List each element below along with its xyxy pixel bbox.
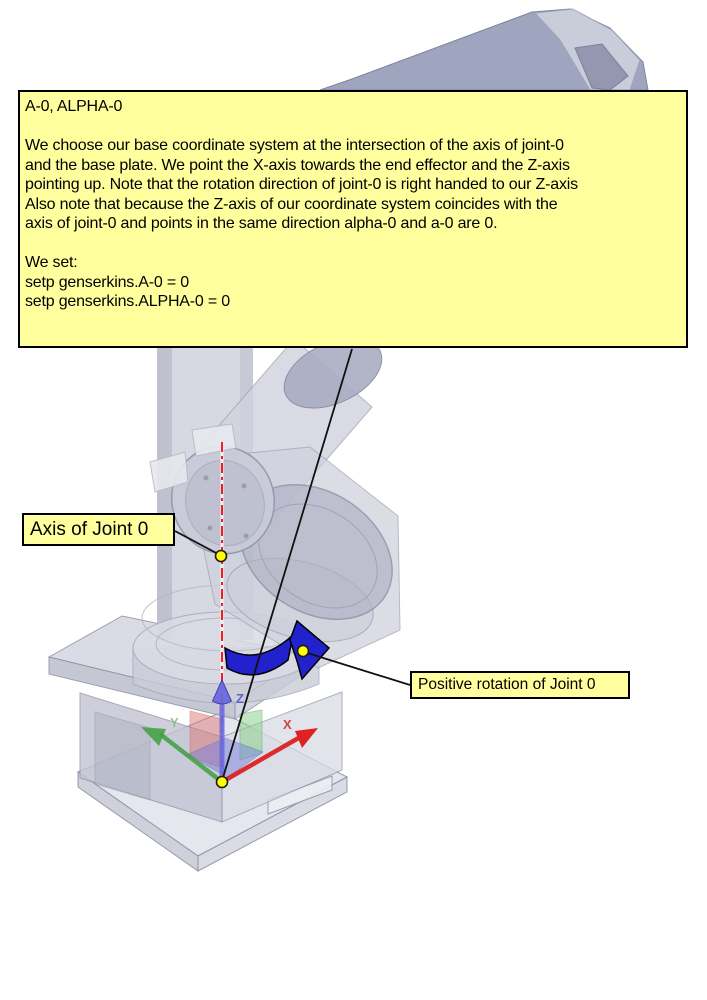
- connector-rotation-label: [304, 652, 410, 685]
- note-text-line: setp genserkins.ALPHA-0 = 0: [25, 293, 230, 310]
- note-text-line: We choose our base coordinate system at the intersection of the axis of joint-0: [25, 137, 564, 154]
- positive-rotation-label: Positive rotation of Joint 0: [410, 671, 630, 699]
- note-text-line: [25, 234, 686, 254]
- base-inner-shadow: [95, 712, 150, 800]
- y-axis-label: Y: [170, 715, 179, 730]
- note-text-line: Also note that because the Z-axis of our coordinate system coincides with the: [25, 195, 558, 213]
- note-text-line: setp genserkins.A-0 = 0: [25, 273, 189, 291]
- origin-point-marker: [217, 777, 228, 788]
- rotation-point-marker: [298, 646, 309, 657]
- note-text-line: A-0, ALPHA-0: [25, 98, 123, 115]
- note-text-line: and the base plate. We point the X-axis towards the end effector and the Z-axis: [25, 156, 570, 174]
- axis-point-marker: [216, 551, 227, 562]
- note-text-line: [25, 117, 686, 137]
- note-text-line: pointing up. Note that the rotation direction of joint-0 is right handed to our Z-axis: [25, 176, 578, 193]
- x-axis-label: X: [283, 717, 292, 732]
- axis-of-joint-label: Axis of Joint 0: [22, 513, 175, 546]
- z-axis-label: Z: [236, 691, 244, 706]
- note-text-line: We set:: [25, 254, 78, 271]
- kinematics-note-box: [18, 90, 688, 348]
- robot-arm-top: [320, 9, 648, 90]
- note-text-line: axis of joint-0 and points in the same direction alpha-0 and a-0 are 0.: [25, 215, 498, 232]
